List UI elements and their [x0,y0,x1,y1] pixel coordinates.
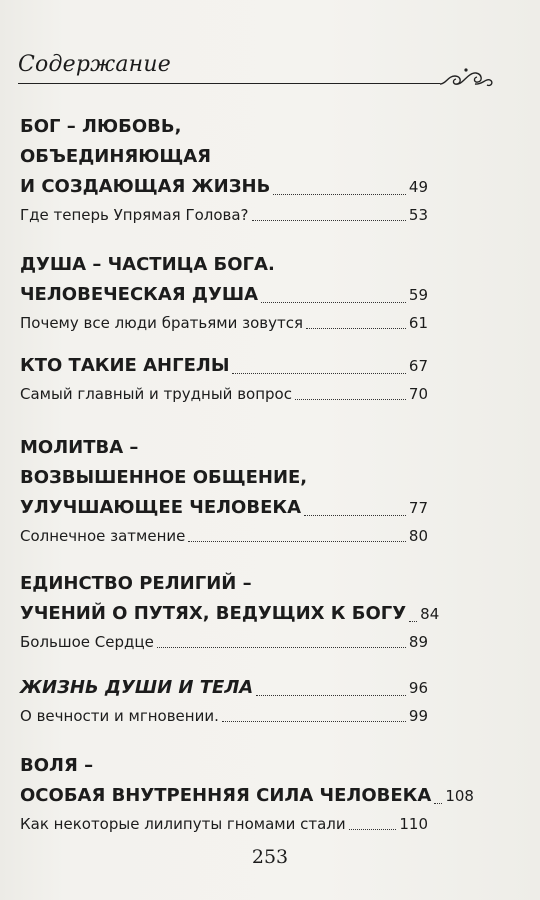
page-number: 70 [408,385,428,403]
dot-leader [273,194,406,195]
page-number: 108 [445,787,474,805]
toc-entry[interactable] [20,523,428,547]
dot-leader [409,621,417,622]
toc-section [20,114,428,226]
section-title-line: ВОЛЯ – [20,755,94,776]
page-number-footer: 253 [251,846,289,868]
toc-section [20,435,428,547]
dot-leader [434,803,442,804]
toc-header [18,52,488,92]
section-title-entry[interactable] [20,174,428,200]
flourish-ornament-icon [438,64,496,92]
section-title-entry[interactable] [20,675,428,701]
page-title: Содержание [18,52,171,77]
dot-leader [157,647,406,648]
toc-section [20,252,428,334]
entry-label: Большое Сердце [20,633,154,651]
entry-label: Солнечное затмение [20,527,186,545]
page-number: 53 [408,206,428,224]
section-title-line: ВОЗВЫШЕННОЕ ОБЩЕНИЕ, [20,467,308,488]
toc-entry[interactable] [20,381,428,405]
entry-label: Почему все люди братьями зовутся [20,314,303,332]
page-number: 49 [408,178,428,196]
dot-leader [306,328,406,329]
toc-section [20,353,428,405]
dot-leader [252,220,406,221]
page-number: 61 [408,314,428,332]
dot-leader [304,515,406,516]
section-title-line: УЛУЧШАЮЩЕЕ ЧЕЛОВЕКА [20,497,302,518]
section-title-line: УЧЕНИЙ О ПУТЯХ, ВЕДУЩИХ К БОГУ [20,603,407,624]
dot-leader [222,721,406,722]
page-number: 84 [420,605,440,623]
section-title-line: ЖИЗНЬ ДУШИ И ТЕЛА [20,677,254,698]
dot-leader [256,695,406,696]
section-title-line: КТО ТАКИЕ АНГЕЛЫ [20,355,230,376]
toc-entry[interactable] [20,202,428,226]
section-title-line: МОЛИТВА – [20,437,139,458]
section-title-line: ЕДИНСТВО РЕЛИГИЙ – [20,573,252,594]
section-title-line: ЧЕЛОВЕЧЕСКАЯ ДУША [20,284,259,305]
page-number: 96 [408,679,428,697]
dot-leader [261,302,406,303]
section-title-entry[interactable] [20,495,428,521]
toc-entry[interactable] [20,310,428,334]
section-title-entry[interactable] [20,282,428,308]
toc-entry[interactable] [20,629,428,653]
section-title-line: ОСОБАЯ ВНУТРЕННЯЯ СИЛА ЧЕЛОВЕКА [20,785,432,806]
section-title-line: ДУША – ЧАСТИЦА БОГА. [20,254,275,275]
page-number: 110 [399,815,428,833]
toc-section [20,571,440,653]
page-number: 89 [408,633,428,651]
toc-section [20,753,474,835]
dot-leader [188,541,406,542]
section-title-entry[interactable] [20,353,428,379]
header-rule-divider [18,83,440,84]
entry-label: Как некоторые лилипуты гномами стали [20,815,346,833]
table-of-contents [20,114,474,835]
entry-label: О вечности и мгновении. [20,707,219,725]
section-title-entry[interactable] [20,601,440,627]
page-number: 59 [408,286,428,304]
page-number: 77 [408,499,428,517]
dot-leader [349,829,397,830]
section-title-line: ОБЪЕДИНЯЮЩАЯ [20,146,212,167]
toc-entry[interactable] [20,811,428,835]
section-title-entry[interactable] [20,783,474,809]
dot-leader [295,399,406,400]
section-title-line: И СОЗДАЮЩАЯ ЖИЗНЬ [20,176,271,197]
toc-entry[interactable] [20,703,428,727]
page-number: 80 [408,527,428,545]
page-number: 67 [408,357,428,375]
page-number: 99 [408,707,428,725]
toc-section [20,675,428,727]
section-title-line: БОГ – ЛЮБОВЬ, [20,116,182,137]
dot-leader [232,373,405,374]
entry-label: Самый главный и трудный вопрос [20,385,292,403]
entry-label: Где теперь Упрямая Голова? [20,206,249,224]
